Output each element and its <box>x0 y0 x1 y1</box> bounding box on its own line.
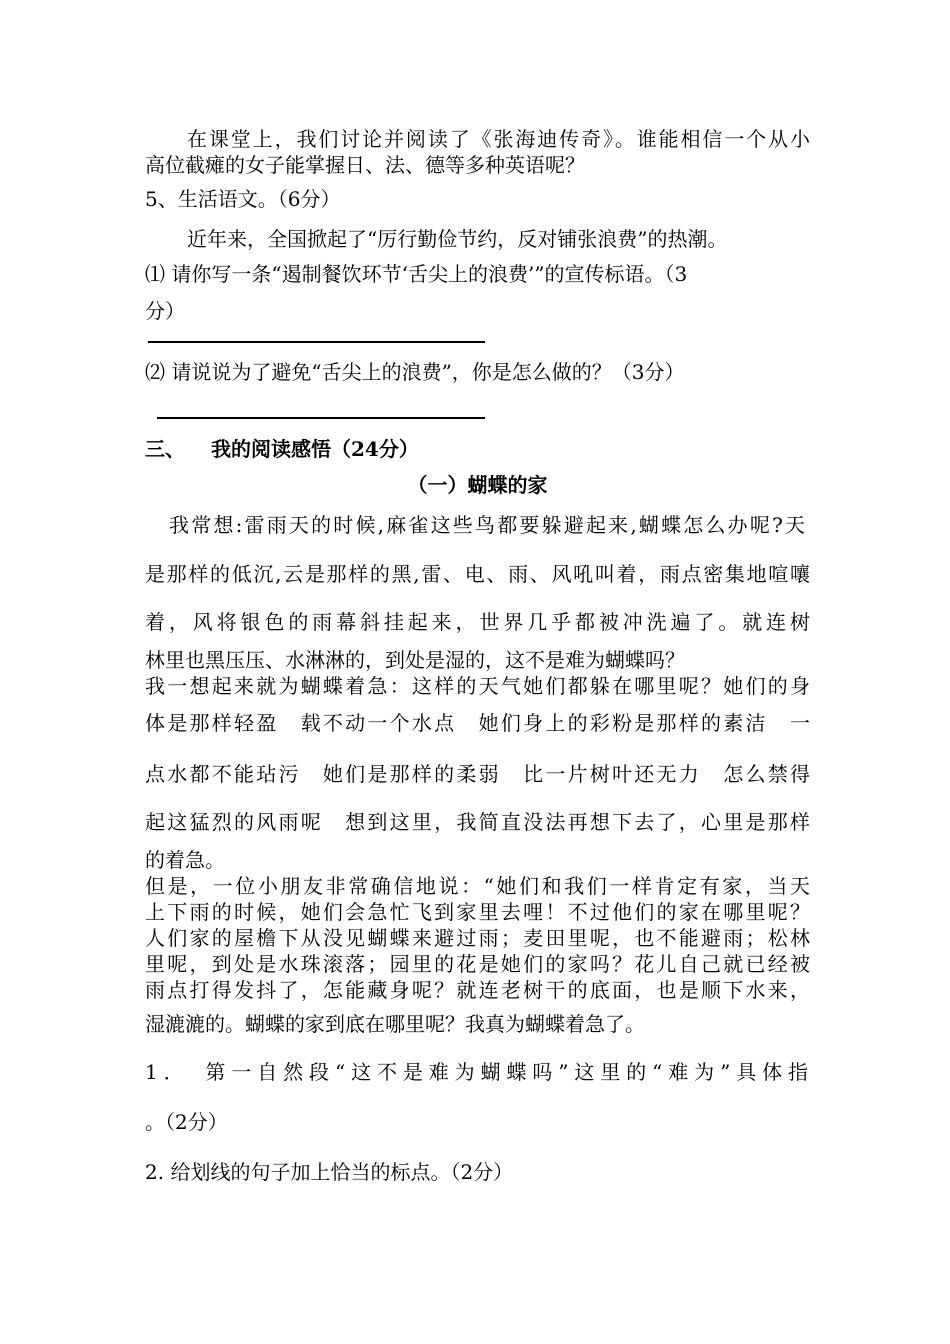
reading-question-1: 1． 第一自然段“这不是难为蝴蝶吗”这里的“难为”具体指 <box>145 1060 810 1084</box>
passage-line: 着，风将银色的雨幕斜挂起来，世界几乎都被冲洗遍了。就连树 <box>145 610 810 634</box>
section-title: 我的阅读感悟（24分） <box>211 437 419 461</box>
sub-question-2: ⑵ 请说说为了避免“舌尖上的浪费”，你是怎么做的？（3分） <box>145 360 685 384</box>
answer-line[interactable] <box>148 341 485 343</box>
passage-line: 体是那样轻盈 载不动一个水点 她们身上的彩粉是那样的素洁 一 <box>145 711 810 735</box>
question-5-heading: 5、生活语文。（6分） <box>145 187 341 211</box>
sub-question-1: ⑴ 请你写一条“遏制餐饮环节‘舌尖上的浪费’”的宣传标语。（3 <box>145 262 688 286</box>
passage-line: 里呢，到处是水珠滚落；园里的花是她们的家吗？花儿自己就已经被 <box>145 952 810 976</box>
passage-line: 林里也黑压压、水淋淋的，到处是湿的，这不是难为蝴蝶吗？ <box>145 648 685 672</box>
passage-line: 但是，一位小朋友非常确信地说：“她们和我们一样肯定有家，当天 <box>145 874 810 898</box>
passage-title: （一）蝴蝶的家 <box>407 473 548 497</box>
reading-question-2: 2. 给划线的句子加上恰当的标点。（2分） <box>145 1160 514 1184</box>
section-number: 三、 <box>145 437 185 461</box>
passage-line: 起这猛烈的风雨呢 想到这里，我简直没法再想下去了，心里是那样 <box>145 810 810 834</box>
answer-line[interactable] <box>157 417 485 419</box>
passage-line: 人们家的屋檐下从没见蝴蝶来避过雨；麦田里呢，也不能避雨；松林 <box>145 926 810 950</box>
passage-line: 是那样的低沉,云是那样的黑,雷、电、雨、风吼叫着，雨点密集地喧嚷 <box>145 562 810 586</box>
passage-line: 的着急。 <box>145 848 225 872</box>
text-line: 高位截瘫的女子能掌握日、法、德等多种英语呢？ <box>145 153 585 177</box>
passage-line: 雨点打得发抖了，怎能藏身呢？就连老树干的底面，也是顺下水来， <box>145 978 810 1002</box>
passage-line: 点水都不能玷污 她们是那样的柔弱 比一片树叶还无力 怎么禁得 <box>145 762 810 786</box>
reading-question-1-score: 。（2分） <box>145 1110 228 1134</box>
passage-line: 湿漉漉的。蝴蝶的家到底在哪里呢？我真为蝴蝶着急了。 <box>145 1012 645 1036</box>
passage-line: 上下雨的时候，她们会急忙飞到家里去哩！不过他们的家在哪里呢？ <box>145 900 810 924</box>
passage-line: 我常想:雷雨天的时候,麻雀这些鸟都要躲避起来,蝴蝶怎么办呢?天 <box>169 513 805 537</box>
passage-line: 我一想起来就为蝴蝶着急：这样的天气她们都躲在哪里呢？她们的身 <box>145 674 810 698</box>
section-3-heading <box>145 437 810 461</box>
text-line: 在课堂上，我们讨论并阅读了《张海迪传奇》。谁能相信一个从小 <box>187 127 810 151</box>
text-line: 分） <box>145 299 185 323</box>
text-line: 近年来，全国掀起了“厉行勤俭节约，反对铺张浪费”的热潮。 <box>187 227 728 251</box>
